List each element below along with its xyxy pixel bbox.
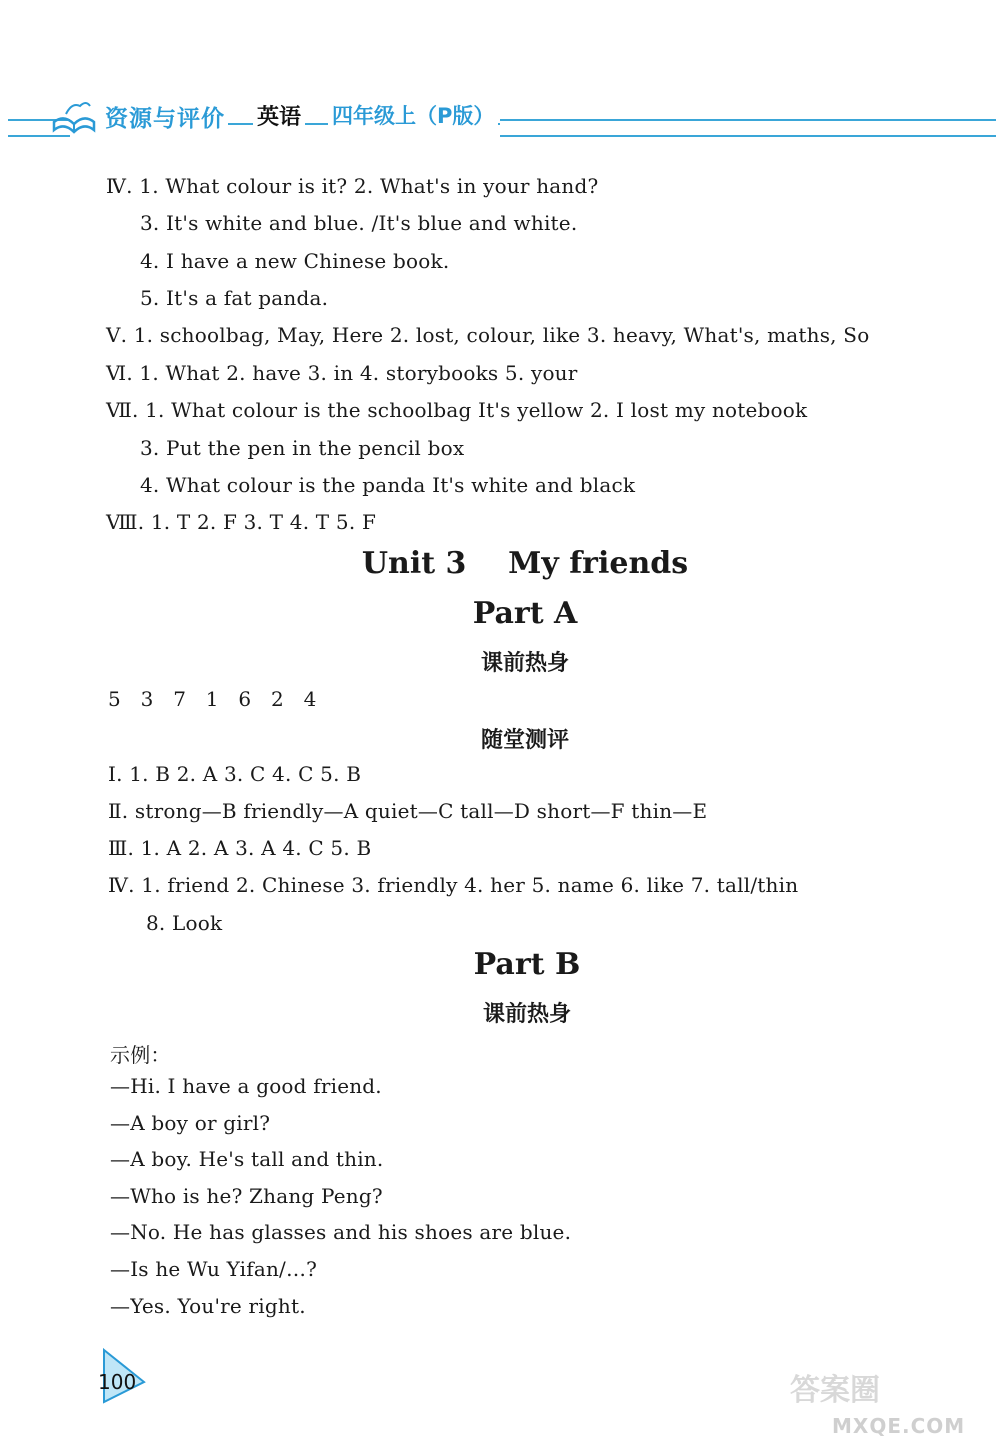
grade-label: 四年级上（P版） [328, 100, 498, 130]
part-a-warmup-heading: 课前热身 [480, 651, 569, 676]
dialogue-line: —Yes. You're right. [110, 1294, 306, 1318]
answer-line: 8. Look [146, 911, 223, 935]
answer-line: Ⅶ. 1. What colour is the schoolbag It's yellow 2. I lost my notebook [106, 398, 808, 422]
example-label: 示例： [110, 1043, 171, 1067]
answer-line: Ⅲ. 1. A 2. A 3. A 4. C 5. B [108, 836, 372, 860]
dialogue-line: —No. He has glasses and his shoes are blue. [110, 1220, 572, 1244]
answer-line: Ⅵ. 1. What 2. have 3. in 4. storybooks 5. your [106, 361, 578, 385]
answer-line: 4. What colour is the panda It's white and black [140, 473, 636, 497]
part-a-title: Part A [472, 596, 578, 631]
header-rule-right [500, 119, 996, 137]
dialogue-line: —Who is he? Zhang Peng? [110, 1184, 383, 1208]
answer-line: 4. I have a new Chinese book. [140, 249, 450, 273]
page-header [0, 78, 1000, 148]
dialogue-line: —Is he Wu Yifan/…? [110, 1257, 318, 1281]
answer-line: Ⅰ. 1. B 2. A 3. C 4. C 5. B [108, 762, 362, 786]
unit-title: Unit 3 My friends [361, 546, 689, 581]
part-b-warmup-heading: 课前热身 [482, 1002, 571, 1027]
answer-line: Ⅷ. 1. T 2. F 3. T 4. T 5. F [106, 510, 377, 534]
dialogue-line: —Hi. I have a good friend. [110, 1074, 382, 1098]
answer-line: 3. It's white and blue. /It's blue and white. [140, 211, 578, 235]
part-a-test-heading: 随堂测评 [480, 728, 569, 753]
answer-line: Ⅱ. strong—B friendly—A quiet—C tall—D short—F thin—E [108, 799, 708, 823]
answer-line: Ⅴ. 1. schoolbag, May, Here 2. lost, colour, like 3. heavy, What's, maths, So [106, 323, 870, 347]
watermark-url: MXQE.COM [832, 1414, 966, 1438]
series-brand: 资源与评价 [102, 100, 228, 133]
open-book-icon [50, 92, 98, 140]
answer-line: 5. It's a fat panda. [140, 286, 329, 310]
answer-line: Ⅳ. 1. What colour is it? 2. What's in your hand? [106, 174, 599, 198]
answer-line: 3. Put the pen in the pencil box [140, 436, 465, 460]
dialogue-line: —A boy. He's tall and thin. [110, 1147, 384, 1171]
subject-label: 英语 [253, 100, 305, 131]
watermark: 答案圈 [790, 1373, 880, 1408]
warmup-answer: 5 3 7 1 6 2 4 [108, 687, 317, 711]
page-number: 100 [98, 1370, 137, 1394]
answer-line: Ⅳ. 1. friend 2. Chinese 3. friendly 4. her 5. name 6. like 7. tall/thin [108, 873, 799, 897]
part-b-title: Part B [473, 947, 581, 982]
dialogue-line: —A boy or girl? [110, 1111, 271, 1135]
